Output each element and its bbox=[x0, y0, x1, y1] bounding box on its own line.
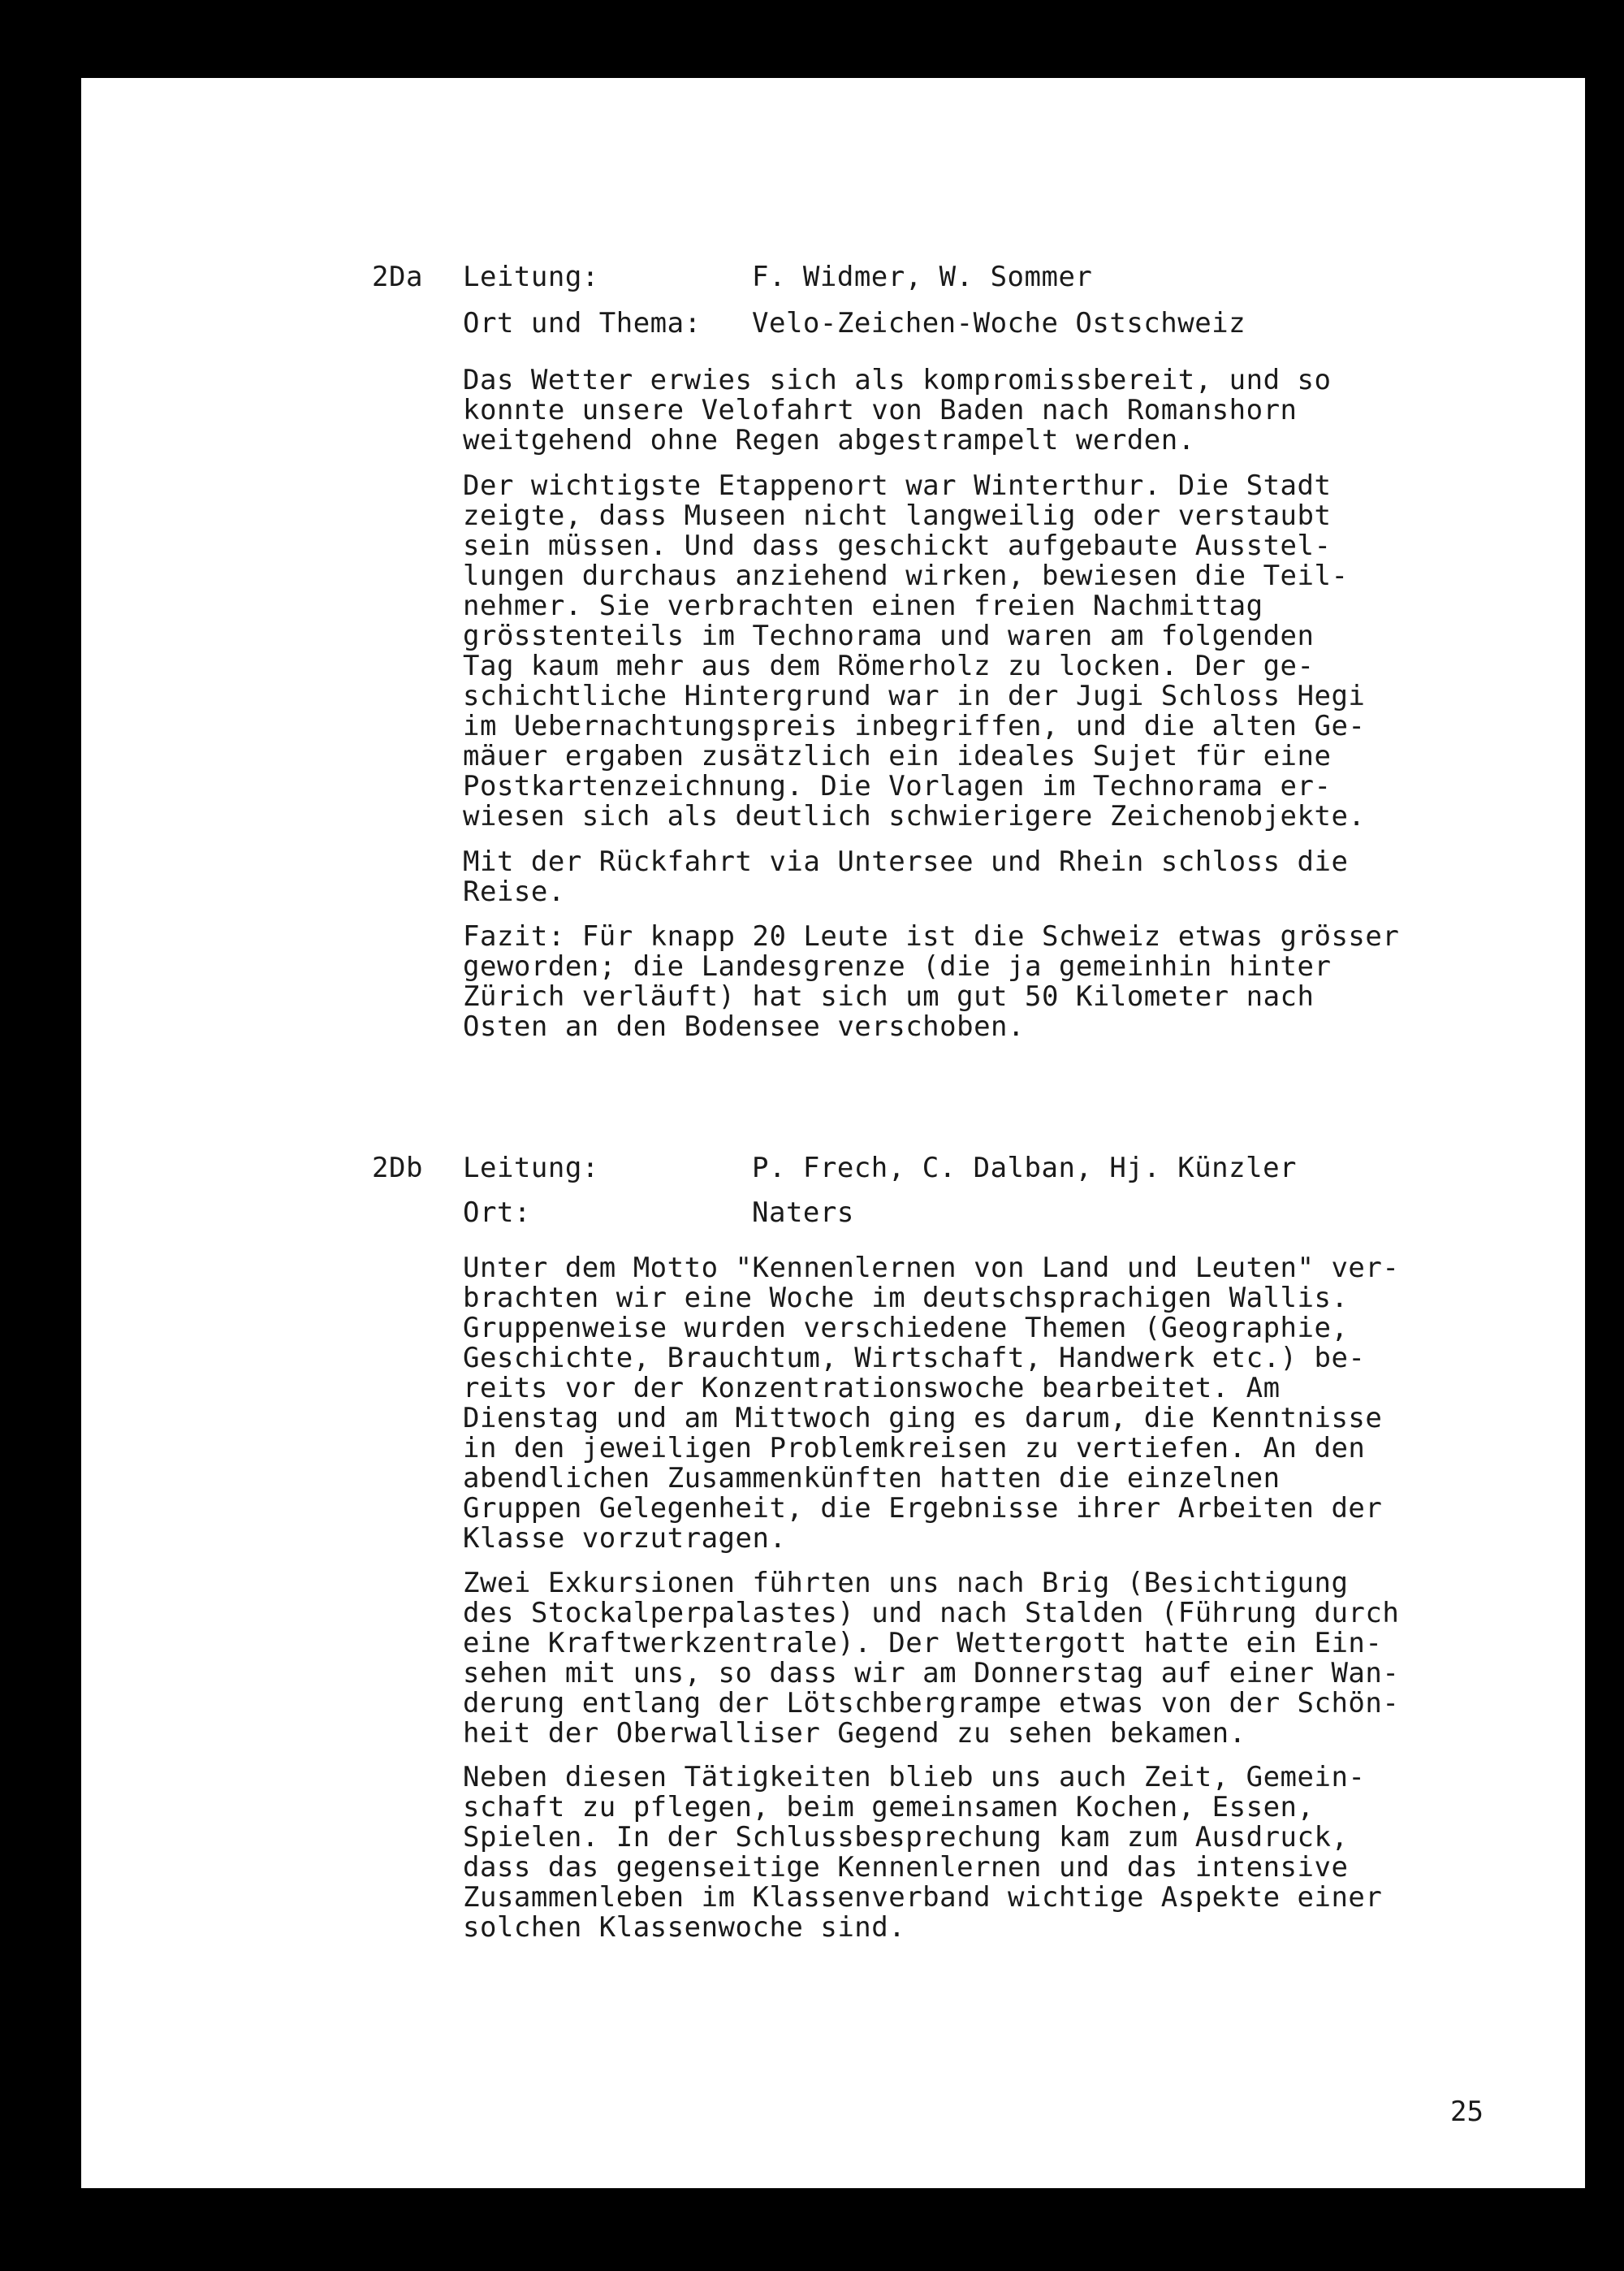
text-line: brachten wir eine Woche im deutschsprachigen Wallis. bbox=[463, 1282, 1349, 1314]
text-line: Klasse vorzutragen. bbox=[463, 1522, 787, 1555]
text-line: eine Kraftwerkzentrale). Der Wettergott hatte ein Ein- bbox=[463, 1627, 1383, 1659]
text-line: Mit der Rückfahrt via Untersee und Rhein schloss die bbox=[463, 846, 1349, 878]
text-line: Gruppenweise wurden verschiedene Themen (Geographie, bbox=[463, 1312, 1349, 1344]
text-line: Zürich verläuft) hat sich um gut 50 Kilometer nach bbox=[463, 980, 1315, 1013]
section-code: 2Db bbox=[372, 1152, 423, 1184]
text-line: in den jeweiligen Problemkreisen zu vertiefen. An den bbox=[463, 1432, 1366, 1464]
field-value: F. Widmer, W. Sommer bbox=[752, 261, 1093, 293]
text-line: abendlichen Zusammenkünften hatten die einzelnen bbox=[463, 1462, 1281, 1495]
text-line: Spielen. In der Schlussbesprechung kam zum Ausdruck, bbox=[463, 1821, 1349, 1854]
text-line: Neben diesen Tätigkeiten blieb uns auch Zeit, Gemein- bbox=[463, 1761, 1366, 1793]
text-line: grösstenteils im Technorama und waren am folgenden bbox=[463, 620, 1315, 652]
field-label: Ort: bbox=[463, 1196, 531, 1229]
text-line: wiesen sich als deutlich schwierigere Zeichenobjekte. bbox=[463, 800, 1366, 833]
field-value: Velo-Zeichen-Woche Ostschweiz bbox=[752, 307, 1246, 340]
text-line: Tag kaum mehr aus dem Römerholz zu locken. Der ge- bbox=[463, 650, 1315, 682]
text-line: heit der Oberwalliser Gegend zu sehen bekamen. bbox=[463, 1717, 1246, 1750]
text-line: Geschichte, Brauchtum, Wirtschaft, Handwerk etc.) be- bbox=[463, 1342, 1366, 1374]
text-line: Dienstag und am Mittwoch ging es darum, die Kenntnisse bbox=[463, 1402, 1383, 1434]
text-line: weitgehend ohne Regen abgestrampelt werden. bbox=[463, 424, 1195, 456]
text-line: mäuer ergaben zusätzlich ein ideales Sujet für eine bbox=[463, 740, 1332, 772]
text-line: des Stockalperpalastes) und nach Stalden (Führung durch bbox=[463, 1597, 1400, 1629]
text-line: sehen mit uns, so dass wir am Donnerstag auf einer Wan- bbox=[463, 1657, 1400, 1689]
field-label: Leitung: bbox=[463, 1152, 599, 1184]
text-line: solchen Klassenwoche sind. bbox=[463, 1911, 906, 1944]
text-line: Reise. bbox=[463, 876, 565, 908]
paragraph bbox=[463, 366, 1331, 456]
text-line: Fazit: Für knapp 20 Leute ist die Schweiz etwas grösser bbox=[463, 920, 1400, 953]
text-line: Zusammenleben im Klassenverband wichtige Aspekte einer bbox=[463, 1881, 1383, 1914]
text-line: schaft zu pflegen, beim gemeinsamen Kochen, Essen, bbox=[463, 1791, 1315, 1823]
document-page bbox=[81, 78, 1585, 2188]
text-line: zeigte, dass Museen nicht langweilig oder verstaubt bbox=[463, 500, 1332, 532]
text-line: Das Wetter erwies sich als kompromissbereit, und so bbox=[463, 364, 1332, 396]
field-label: Ort und Thema: bbox=[463, 307, 702, 340]
text-line: konnte unsere Velofahrt von Baden nach Romanshorn bbox=[463, 394, 1298, 426]
text-line: lungen durchaus anziehend wirken, bewiesen die Teil- bbox=[463, 560, 1349, 592]
paragraph bbox=[463, 922, 1399, 1042]
text-line: Der wichtigste Etappenort war Winterthur. Die Stadt bbox=[463, 469, 1332, 502]
text-line: Postkartenzeichnung. Die Vorlagen im Technorama er- bbox=[463, 770, 1332, 802]
text-line: Unter dem Motto "Kennenlernen von Land und Leuten" ver- bbox=[463, 1252, 1400, 1284]
paragraph bbox=[463, 1763, 1382, 1943]
text-line: dass das gegenseitige Kennenlernen und das intensive bbox=[463, 1851, 1349, 1884]
paragraph bbox=[463, 1253, 1399, 1554]
paragraph bbox=[463, 847, 1348, 907]
text-line: schichtliche Hintergrund war in der Jugi Schloss Hegi bbox=[463, 680, 1366, 712]
text-line: Zwei Exkursionen führten uns nach Brig (Besichtigung bbox=[463, 1567, 1349, 1599]
page-number: 25 bbox=[1450, 2096, 1484, 2128]
text-line: Gruppen Gelegenheit, die Ergebnisse ihrer Arbeiten der bbox=[463, 1492, 1383, 1525]
text-line: Osten an den Bodensee verschoben. bbox=[463, 1010, 1026, 1043]
field-label: Leitung: bbox=[463, 261, 599, 293]
field-value: Naters bbox=[752, 1196, 854, 1229]
text-line: im Uebernachtungspreis inbegriffen, und die alten Ge- bbox=[463, 710, 1366, 742]
text-line: nehmer. Sie verbrachten einen freien Nachmittag bbox=[463, 590, 1263, 622]
text-line: reits vor der Konzentrationswoche bearbeitet. Am bbox=[463, 1372, 1281, 1404]
paragraph bbox=[463, 471, 1365, 832]
text-line: sein müssen. Und dass geschickt aufgebaute Ausstel- bbox=[463, 530, 1332, 562]
text-line: derung entlang der Lötschbergrampe etwas von der Schön- bbox=[463, 1687, 1400, 1719]
paragraph bbox=[463, 1568, 1399, 1749]
section-code: 2Da bbox=[372, 261, 423, 293]
field-value: P. Frech, C. Dalban, Hj. Künzler bbox=[752, 1152, 1298, 1184]
text-line: geworden; die Landesgrenze (die ja gemeinhin hinter bbox=[463, 950, 1332, 983]
